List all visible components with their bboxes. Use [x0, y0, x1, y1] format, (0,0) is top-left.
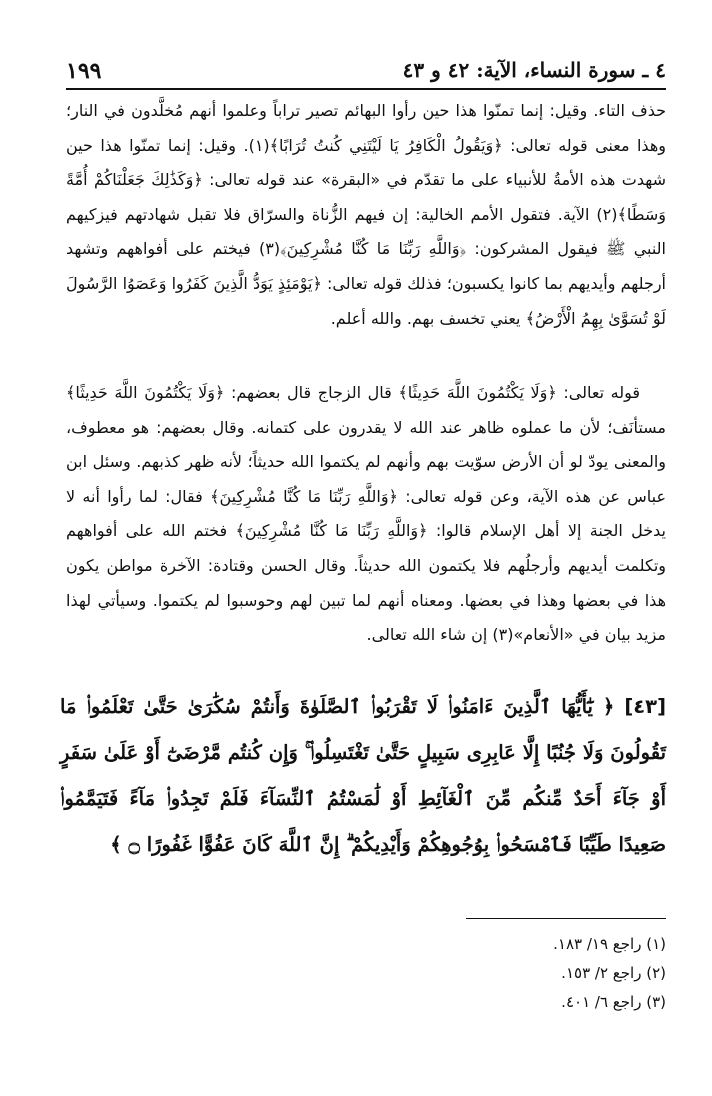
- footnote-3: (٣) راجع ٦/ ٤٠١.: [561, 993, 666, 1011]
- page-number: ١٩٩: [66, 58, 102, 84]
- paragraph-text: حذف التاء. وقيل: إنما تمنّوا هذا حين رأوا البهائم تصير تراباً وعلموا أنهم مُخلَّدون في النار؛ وهذا معنى قوله تعالى: ﴿وَيَقُولُ الْكَافِرُ يَا لَيْتَنِي كُنتُ تُرَابًا﴾(١). وقيل: إنما تمنّوا هذا حين شهدت هذه الأمةُ للأنبياء على ما تقدّم في «البقرة» عند قوله تعالى: ﴿وَكَذَٰلِكَ جَعَلْنَاكُمْ أُمَّةً وَسَطًا﴾(٢) الآية. فتقول الأمم الخالية: إن فيهم الزُّناة والسرّاق فلا تقبل شهادتهم فيزكيهم النبي ﷺ فيقول المشركون: ﴿وَاللَّهِ رَبِّنَا مَا كُنَّا مُشْرِكِينَ﴾(٣) فيختم على أفواههم وتشهد أرجلهم وأيديهم بما كانوا يكسبون؛ فذلك قوله تعالى: ﴿يَوْمَئِذٍ يَوَدُّ الَّذِينَ كَفَرُوا وَعَصَوُا الرَّسُولَ لَوْ تُسَوَّىٰ بِهِمُ الْأَرْضُ﴾ يعني تخسف بهم. والله أعلم.: [66, 101, 666, 328]
- commentary-paragraph-1: [66, 94, 666, 336]
- verse-text: ﴿ يَٰٓأَيُّهَا ٱلَّذِينَ ءَامَنُوا۟ لَا تَقْرَبُوا۟ ٱلصَّلَوٰةَ وَأَنتُمْ سُكَٰرَىٰ حَتَّىٰ تَعْلَمُوا۟ مَا تَقُولُونَ وَلَا جُنُبًا إِلَّا عَابِرِى سَبِيلٍ حَتَّىٰ تَغْتَسِلُوا۟ ۚ وَإِن كُنتُم مَّرْضَىٰٓ أَوْ عَلَىٰ سَفَرٍ أَوْ جَآءَ أَحَدٌ مِّنكُم مِّنَ ٱلْغَآئِطِ أَوْ لَٰمَسْتُمُ ٱلنِّسَآءَ فَلَمْ تَجِدُوا۟ مَآءً فَتَيَمَّمُوا۟ صَعِيدًا طَيِّبًا فَٱمْسَحُوا۟ بِوُجُوهِكُمْ وَأَيْدِيكُمْ ۗ إِنَّ ٱللَّهَ كَانَ عَفُوًّا غَفُورًا ۝ ﴾: [60, 695, 666, 856]
- verse-number: [٤٣]: [624, 695, 666, 718]
- footnote-1: (١) راجع ١٩/ ١٨٣.: [553, 935, 666, 953]
- page-header: [66, 52, 666, 86]
- footnotes: [366, 930, 666, 1017]
- commentary-paragraph-2: [66, 376, 666, 653]
- running-title: ٤ ـ سورة النساء، الآية: ٤٢ و ٤٣: [402, 58, 666, 82]
- header-divider: [66, 88, 666, 90]
- footnote-2: (٢) راجع ٢/ ١٥٣.: [561, 964, 666, 982]
- quran-verse-block: [60, 684, 666, 868]
- paragraph-text: قوله تعالى: ﴿وَلَا يَكْتُمُونَ اللَّهَ حَدِيثًا﴾ قال الزجاج قال بعضهم: ﴿وَلَا يَكْتُمُونَ اللَّهَ حَدِيثًا﴾ مستأنَف؛ لأن ما عملوه ظاهر عند الله لا يقدرون على كتمانه. وقال بعضهم: هو معطوف، والمعنى يودّ لو أن الأرض سوّيت بهم وأنهم لم يكتموا الله حديثاً؛ لأنه ظهر كذبهم. وسئل ابن عباس عن هذه الآية، وعن قوله تعالى: ﴿وَاللَّهِ رَبِّنَا مَا كُنَّا مُشْرِكِينَ﴾ فقال: لما رأوا أنه لا يدخل الجنة إلا أهل الإسلام قالوا: ﴿وَاللَّهِ رَبِّنَا مَا كُنَّا مُشْرِكِينَ﴾ فختم الله على أفواههم وتكلمت أيديهم وأرجلُهم فلا يكتمون الله حديثاً. وقال الحسن وقتادة: الآخرة مواطن يكون هذا في بعضها وهذا في بعضها. ومعناه أنهم لما تبين لهم وحوسبوا لم يكتموا. وسيأتي لهذا مزيد بيان في «الأنعام»(٣) إن شاء الله تعالى.: [66, 383, 666, 645]
- footnote-divider: [466, 918, 666, 919]
